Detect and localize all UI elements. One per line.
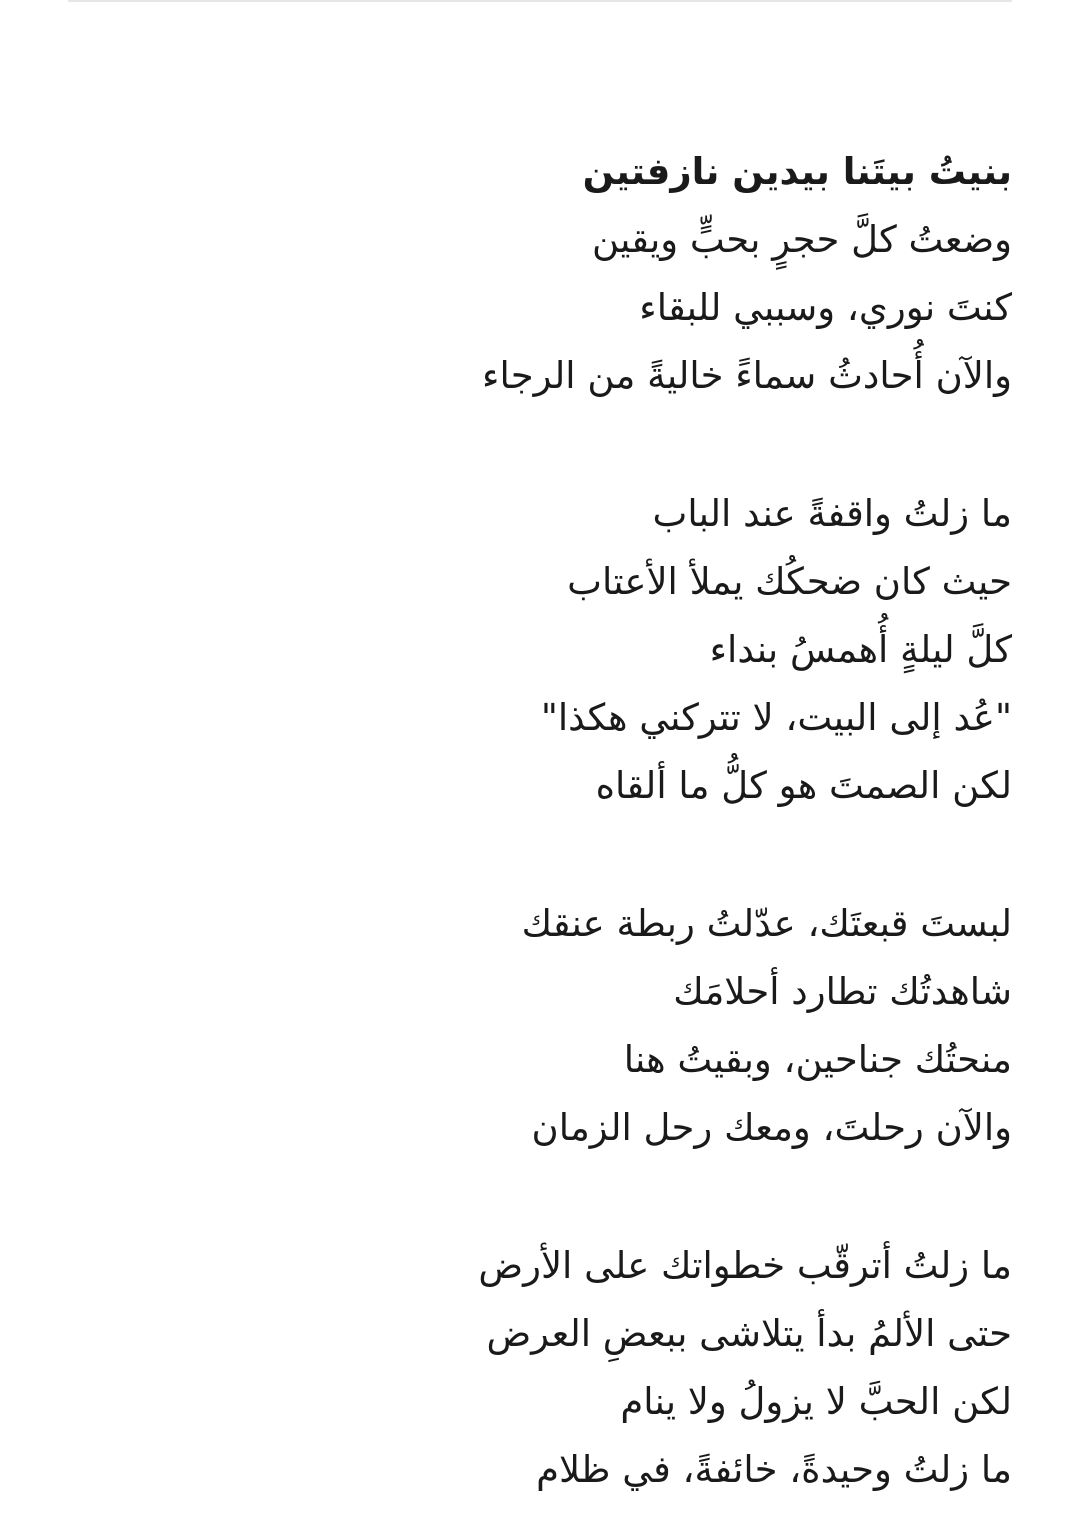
poem-line: ما زلتُ واقفةً عند الباب: [652, 492, 1012, 535]
poem-line: لكن الصمتَ هو كلُّ ما ألقاه: [595, 764, 1012, 807]
poem-line: حتى الألمُ بدأ يتلاشى ببعضِ العرض: [486, 1312, 1012, 1355]
poem-line: منحتُك جناحين، وبقيتُ هنا: [623, 1038, 1012, 1081]
stanza-4: [68, 1232, 1012, 1504]
poem-line: لكن الحبَّ لا يزولُ ولا ينام: [620, 1380, 1012, 1423]
poem-line: والآن أُحادثُ سماءً خاليةً من الرجاء: [482, 354, 1012, 397]
stanza-1: [68, 138, 1012, 410]
poem-line: ما زلتُ أترقّب خطواتك على الأرض: [478, 1244, 1012, 1287]
poem-line: كنتَ نوري، وسببي للبقاء: [639, 286, 1012, 329]
poem-line: بنيتُ بيتَنا بيدين نازفتين: [582, 150, 1012, 193]
top-divider: [68, 0, 1012, 2]
stanza-2: [68, 480, 1012, 820]
stanza-3: [68, 890, 1012, 1162]
poem-line: ما زلتُ وحيدةً، خائفةً، في ظلام: [536, 1448, 1012, 1491]
poem-line: وضعتُ كلَّ حجرٍ بحبٍّ ويقين: [591, 218, 1012, 261]
poem-text: [68, 138, 1012, 1504]
poem-line: شاهدتُك تطارد أحلامَك: [673, 970, 1012, 1013]
poem-line: "عُد إلى البيت، لا تتركني هكذا": [540, 696, 1012, 739]
poem-line: كلَّ ليلةٍ أُهمسُ بنداء: [709, 628, 1012, 671]
poem-line: والآن رحلتَ، ومعك رحل الزمان: [531, 1106, 1012, 1149]
poem-line: حيث كان ضحكُك يملأ الأعتاب: [567, 560, 1012, 603]
poem-line: لبستَ قبعتَك، عدّلتُ ربطة عنقك: [521, 902, 1012, 945]
